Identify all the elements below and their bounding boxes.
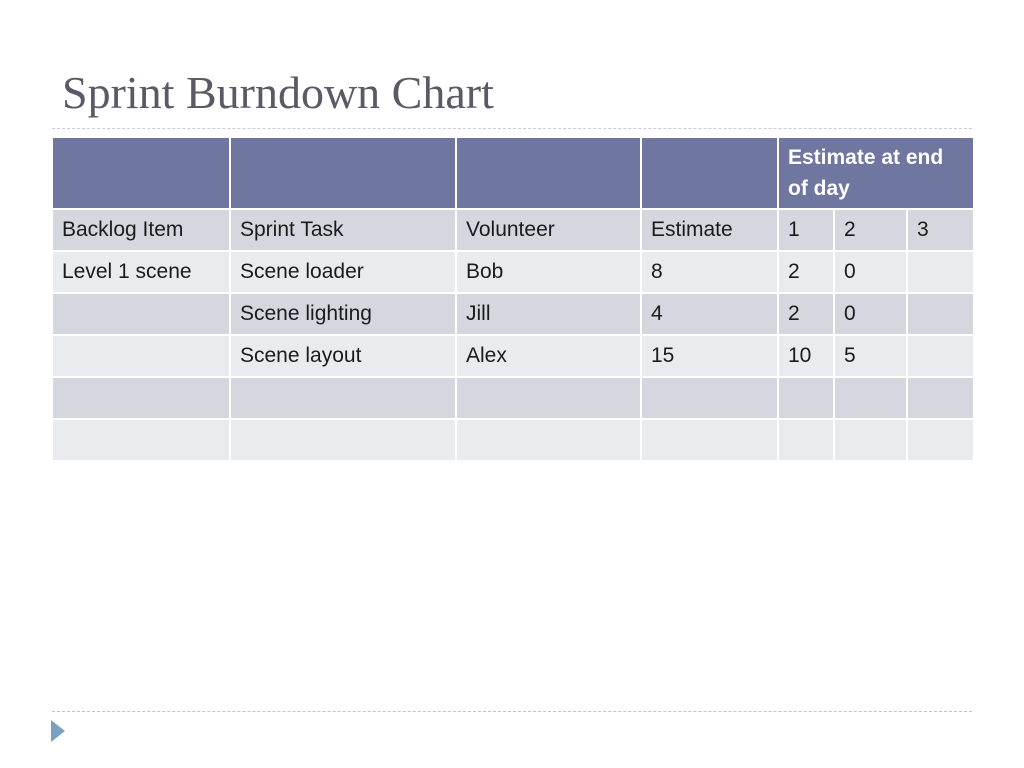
- table-cell: Scene loader: [230, 251, 456, 293]
- column-label-day-1: 1: [778, 209, 834, 251]
- table-row: [52, 293, 974, 335]
- table-cell: [778, 377, 834, 419]
- header-cell: [230, 137, 456, 209]
- table-cell: 0: [834, 251, 907, 293]
- table-cell: [456, 419, 641, 461]
- table-cell: [907, 251, 974, 293]
- slide-title: Sprint Burndown Chart: [62, 67, 494, 118]
- table-cell: [52, 419, 230, 461]
- table-cell: 10: [778, 335, 834, 377]
- table-cell: [52, 335, 230, 377]
- table-cell: 4: [641, 293, 778, 335]
- table-cell: [834, 419, 907, 461]
- table-row: [52, 377, 974, 419]
- column-label-estimate: Estimate: [641, 209, 778, 251]
- table-cell: [456, 377, 641, 419]
- table-cell: [907, 293, 974, 335]
- table-cell: [230, 377, 456, 419]
- table-cell: [641, 419, 778, 461]
- table-row: [52, 251, 974, 293]
- burndown-table: [51, 136, 975, 462]
- column-label-sprint-task: Sprint Task: [230, 209, 456, 251]
- column-label-day-3: 3: [907, 209, 974, 251]
- table-cell: [641, 377, 778, 419]
- title-divider: [52, 128, 972, 129]
- play-triangle-icon: [51, 720, 65, 742]
- table-cell: Level 1 scene: [52, 251, 230, 293]
- table-cell: [52, 293, 230, 335]
- header-cell-estimate-end-of-day: Estimate at end of day: [778, 137, 974, 209]
- table-cell: Scene lighting: [230, 293, 456, 335]
- table-cell: [907, 419, 974, 461]
- column-label-backlog-item: Backlog Item: [52, 209, 230, 251]
- table-cell: [52, 377, 230, 419]
- header-cell: [641, 137, 778, 209]
- table-cell: [230, 419, 456, 461]
- column-label-day-2: 2: [834, 209, 907, 251]
- header-cell: [52, 137, 230, 209]
- table-cell: 0: [834, 293, 907, 335]
- table-cell: 2: [778, 251, 834, 293]
- table-cell: [907, 377, 974, 419]
- table-cell: 8: [641, 251, 778, 293]
- table-row: [52, 419, 974, 461]
- column-label-row: [52, 209, 974, 251]
- column-label-volunteer: Volunteer: [456, 209, 641, 251]
- table-cell: Jill: [456, 293, 641, 335]
- table-cell: [778, 419, 834, 461]
- table-header-row: [52, 137, 974, 209]
- header-cell: [456, 137, 641, 209]
- table-cell: 15: [641, 335, 778, 377]
- table-cell: 2: [778, 293, 834, 335]
- table-cell: Alex: [456, 335, 641, 377]
- table-cell: 5: [834, 335, 907, 377]
- table-cell: Scene layout: [230, 335, 456, 377]
- table-row: [52, 335, 974, 377]
- table-cell: Bob: [456, 251, 641, 293]
- footer-divider: [52, 711, 972, 712]
- table-cell: [834, 377, 907, 419]
- table-cell: [907, 335, 974, 377]
